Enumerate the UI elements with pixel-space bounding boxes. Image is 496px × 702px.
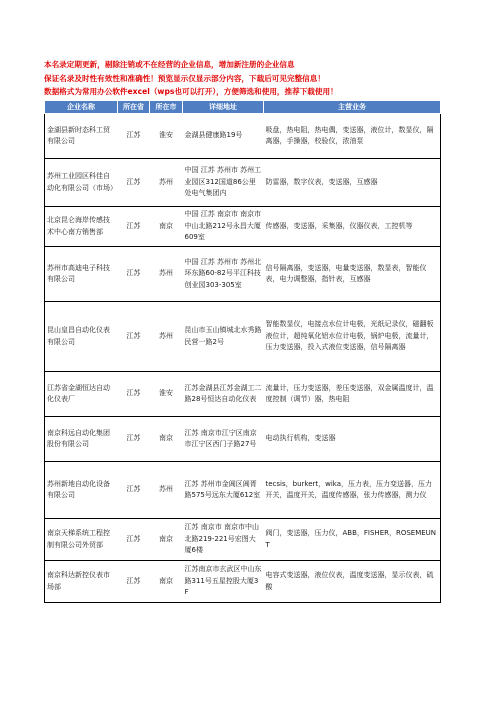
business: tecsis，burkert，wika，压力表，压力变送器，压力开关，温度开关，温度传感器，张力传感器，测力仪: [264, 462, 441, 519]
province: 江苏: [118, 417, 150, 462]
business: 智能数显仪，电接点水位计电极，光纸记录仪，磁翻板液位计，超纯氧化铝水位计电极，锅炉电极，流量计，压力变送器，投入式液位变送器，信号隔离器: [264, 302, 441, 372]
city: 苏州: [150, 302, 183, 372]
business: 电动执行机构，变送器: [264, 417, 441, 462]
company-name: 金湖县新时态科工贸有限公司: [45, 114, 118, 159]
table-row: [45, 302, 441, 372]
table-row: [45, 462, 441, 519]
address: 江苏南京市玄武区中山东路311号五星控股大厦3F: [183, 561, 264, 603]
column-header-province: 所在省: [118, 101, 150, 114]
company-name: 北京昆仑海岸传感技术中心南方销售部: [45, 207, 118, 247]
table-row: [45, 114, 441, 159]
column-header-name: 企业名称: [45, 101, 118, 114]
business: 信号隔离器，变送器，电量变送器，数显表，智能仪表，电力调整器，指针表，互感器: [264, 247, 441, 302]
city: 南京: [150, 561, 183, 603]
notice-line: 本名录定期更新，剔除注销或不在经营的企业信息，增加新注册的企业信息: [44, 60, 295, 69]
company-name: 昆山皇昌自动化仪表有限公司: [45, 302, 118, 372]
column-header-city: 所在市: [150, 101, 183, 114]
company-name: 南京科远自动化集团股份有限公司: [45, 417, 118, 462]
table-header-row: [45, 101, 441, 114]
address: 江苏金湖县江苏金湖工二路28号恒达自动化仪表: [183, 372, 264, 417]
address: 中国 江苏 南京市 南京市中山北路212号永昌大厦609室: [183, 207, 264, 247]
company-name: 苏州工业园区科佳自动化有限公司（市场）: [45, 159, 118, 207]
column-header-address: 详细地址: [183, 101, 264, 114]
province: 江苏: [118, 561, 150, 603]
business: 流量计，压力变送器，差压变送器，双金属温度计，温度控制（调节）器，热电阻: [264, 372, 441, 417]
city: 苏州: [150, 159, 183, 207]
business: 防雷器，数字仪表，变送器，互感器: [264, 159, 441, 207]
province: 江苏: [118, 159, 150, 207]
table-row: [45, 519, 441, 561]
notice-line: 数据格式为常用办公软件excel（wps也可以打开），方便筛选和使用，推荐下载使用！: [44, 87, 338, 96]
company-name: 南京科达新控仪表市场部: [45, 561, 118, 603]
city: 苏州: [150, 462, 183, 519]
table-row: [45, 207, 441, 247]
company-name: 苏州新地自动化设备有限公司: [45, 462, 118, 519]
address: 中国 江苏 苏州市 苏州北环东路60-82号平江科技创业园303-305室: [183, 247, 264, 302]
province: 江苏: [118, 462, 150, 519]
address: 中国 江苏 苏州市 苏州工业园区312国道86公里处电气集团内: [183, 159, 264, 207]
column-header-business: 主营业务: [264, 101, 441, 114]
notice-block: [44, 58, 464, 99]
address: 江苏 南京市 南京市中山北路219-221号宏图大厦6楼: [183, 519, 264, 561]
company-name: 江苏省金湖恒达自动化仪表厂: [45, 372, 118, 417]
business: 吸盘，热电阻，热电偶，变送器，液位计，数显仪，隔离器，手操器，校验仪，浓油泵: [264, 114, 441, 159]
company-name: 苏州市高迪电子科技有限公司: [45, 247, 118, 302]
address: 金湖县健康路19号: [183, 114, 264, 159]
city: 南京: [150, 417, 183, 462]
table-row: [45, 417, 441, 462]
province: 江苏: [118, 372, 150, 417]
address: 昆山市玉山镇城北水秀路民营一路2号: [183, 302, 264, 372]
table-row: [45, 159, 441, 207]
business: 传感器，变送器，采集器，仪器仪表，工控机等: [264, 207, 441, 247]
address: 江苏 苏州市金阊区阊胥路575号远东大厦612室: [183, 462, 264, 519]
business: 阀门，变送器，压力仪，ABB，FISHER，ROSEMEUNT: [264, 519, 441, 561]
table-row: [45, 372, 441, 417]
city: 淮安: [150, 372, 183, 417]
province: 江苏: [118, 247, 150, 302]
city: 苏州: [150, 247, 183, 302]
city: 南京: [150, 519, 183, 561]
company-name: 南京天梯系统工程控制有限公司外贸部: [45, 519, 118, 561]
city: 淮安: [150, 114, 183, 159]
province: 江苏: [118, 207, 150, 247]
address: 江苏 南京市江宁区南京市江宁区西门子路27号: [183, 417, 264, 462]
company-table: [44, 100, 441, 603]
province: 江苏: [118, 114, 150, 159]
table-row: [45, 247, 441, 302]
notice-line: 保证名录及时性有效性和准确性！预览显示仅显示部分内容，下载后可见完整信息！: [44, 73, 325, 83]
province: 江苏: [118, 519, 150, 561]
business: 电容式变送器，液位仪表，温度变送器，显示仪表，硫酸: [264, 561, 441, 603]
province: 江苏: [118, 302, 150, 372]
table-row: [45, 561, 441, 603]
city: 南京: [150, 207, 183, 247]
